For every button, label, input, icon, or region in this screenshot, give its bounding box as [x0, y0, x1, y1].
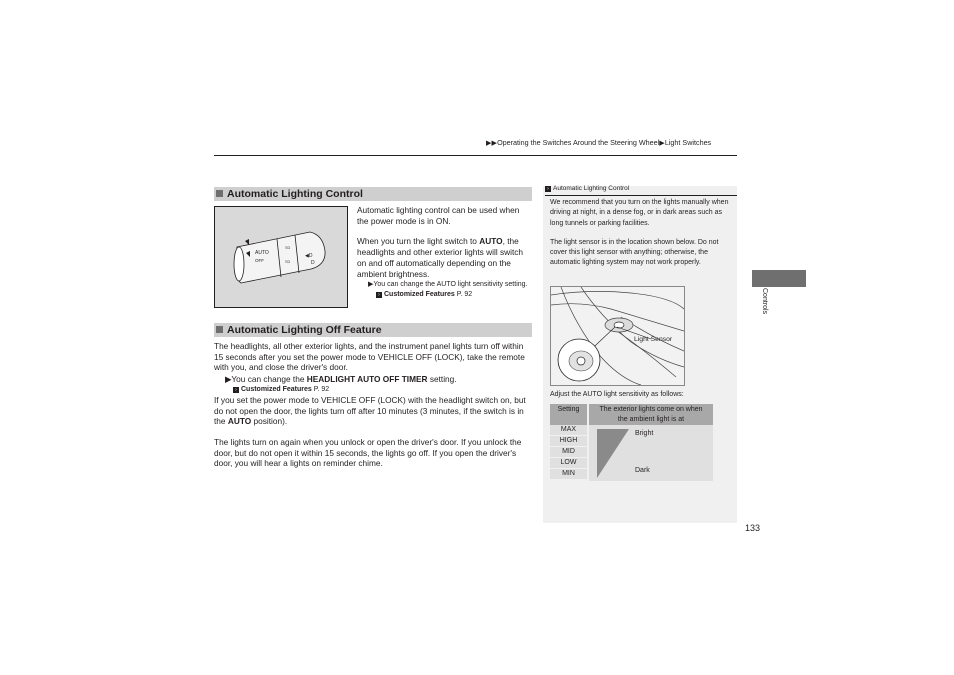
svg-text:◀D: ◀D — [305, 253, 313, 259]
auto-control-text — [357, 205, 533, 300]
sidebar-p2: The light sensor is in the location shown below. Do not cover this light sensor with anything; otherwise, the automatic lighting system may not work properly. — [550, 238, 719, 267]
light-sensor-illustration — [550, 286, 685, 386]
sidebar-p3: Adjust the AUTO light sensitivity as follows: — [550, 391, 684, 398]
svg-text:≡D: ≡D — [285, 259, 291, 264]
breadcrumb-part1: Operating the Switches Around the Steering Wheel — [497, 138, 660, 147]
table-settings-column — [550, 425, 587, 479]
header-rule — [214, 155, 737, 156]
sidebar-text — [550, 198, 733, 269]
sidebar-title: › Automatic Lighting Control — [545, 184, 629, 194]
breadcrumb-part2: Light Switches — [664, 138, 712, 147]
page-number: 133 — [745, 523, 761, 533]
chapter-tab[interactable] — [752, 270, 806, 287]
heading-square-icon — [216, 326, 223, 333]
svg-text:AUTO: AUTO — [255, 250, 269, 256]
light-sensor-label: Light Sensor — [634, 336, 673, 343]
auto-off-p3: The lights turn on again when you unlock or open the driver's door. If you unlock the door, but do not open it within 15 seconds, the lights go off. If you open the driver's door, you will hear a lights on reminder chime. — [214, 436, 522, 469]
svg-text:D: D — [311, 260, 315, 266]
section-title: Automatic Lighting Control — [227, 188, 363, 200]
table-header-setting: Setting — [550, 404, 587, 425]
dark-label: Dark — [635, 467, 650, 474]
breadcrumb-arrow-icon: ▶ — [659, 138, 665, 147]
light-switch-illustration — [214, 206, 348, 308]
xref-customized-features-2[interactable]: › Customized Features P. 92 — [214, 385, 532, 395]
reference-icon: › — [376, 292, 382, 298]
note-arrow-icon: ▶ — [225, 374, 232, 385]
reference-icon: › — [233, 387, 239, 393]
table-row: MID — [550, 447, 587, 457]
breadcrumb-arrow-icon: ▶▶ — [486, 138, 498, 147]
brightness-gradient-cell — [589, 425, 713, 481]
heading-square-icon — [216, 190, 223, 197]
auto-control-note: ▶You can change the AUTO light sensitivity setting. — [368, 281, 528, 289]
table-row: LOW — [550, 458, 587, 468]
section-heading-auto-off — [214, 323, 532, 337]
breadcrumb — [486, 138, 711, 147]
auto-off-p1: The headlights, all other exterior lights, and the instrument panel lights turn off within 15 seconds after you set the power mode to VEHICLE OFF (LOCK), take the remote with you, and close the driver's door. — [214, 341, 525, 373]
section-heading-auto-control — [214, 187, 532, 201]
sidebar-p1: We recommend that you turn on the lights manually when driving at night, in a dense fog, or in dark areas such as long tunnels or parking facilities. — [550, 199, 729, 227]
table-row: MIN — [550, 469, 587, 479]
sidebar-ref-icon: › — [545, 186, 551, 192]
chapter-tab-label: Controls — [761, 288, 768, 315]
bright-label: Bright — [635, 430, 654, 437]
table-header-ambient: The exterior lights come on when the ambient light is at — [589, 404, 713, 425]
auto-off-text — [214, 341, 532, 469]
auto-control-p1: Automatic lighting control can be used when the power mode is in ON. — [357, 205, 520, 226]
svg-text:OFF: OFF — [255, 258, 264, 263]
auto-control-p2: When you turn the light switch to AUTO, the headlights and other exterior lights will switch on and off automatically depending on the ambient brightness. — [357, 236, 524, 279]
xref-customized-features-1[interactable]: › Customized Features P. 92 — [357, 290, 533, 300]
note-arrow-icon: ▶ — [368, 281, 374, 289]
section-title: Automatic Lighting Off Feature — [227, 324, 382, 336]
sidebar-title-rule — [545, 195, 737, 196]
table-row: MAX — [550, 425, 587, 435]
light-switch-icon — [215, 207, 347, 307]
svg-text:≡D: ≡D — [285, 245, 291, 250]
auto-off-p2: If you set the power mode to VEHICLE OFF (LOCK) with the headlight switch on, but do not open the door, the lights turn off after 10 minutes (3 minutes, if the switch is in the AUTO position). — [214, 394, 526, 427]
auto-off-note: ▶You can change the HEADLIGHT AUTO OFF TIMER setting. — [225, 374, 457, 385]
table-row: HIGH — [550, 436, 587, 446]
